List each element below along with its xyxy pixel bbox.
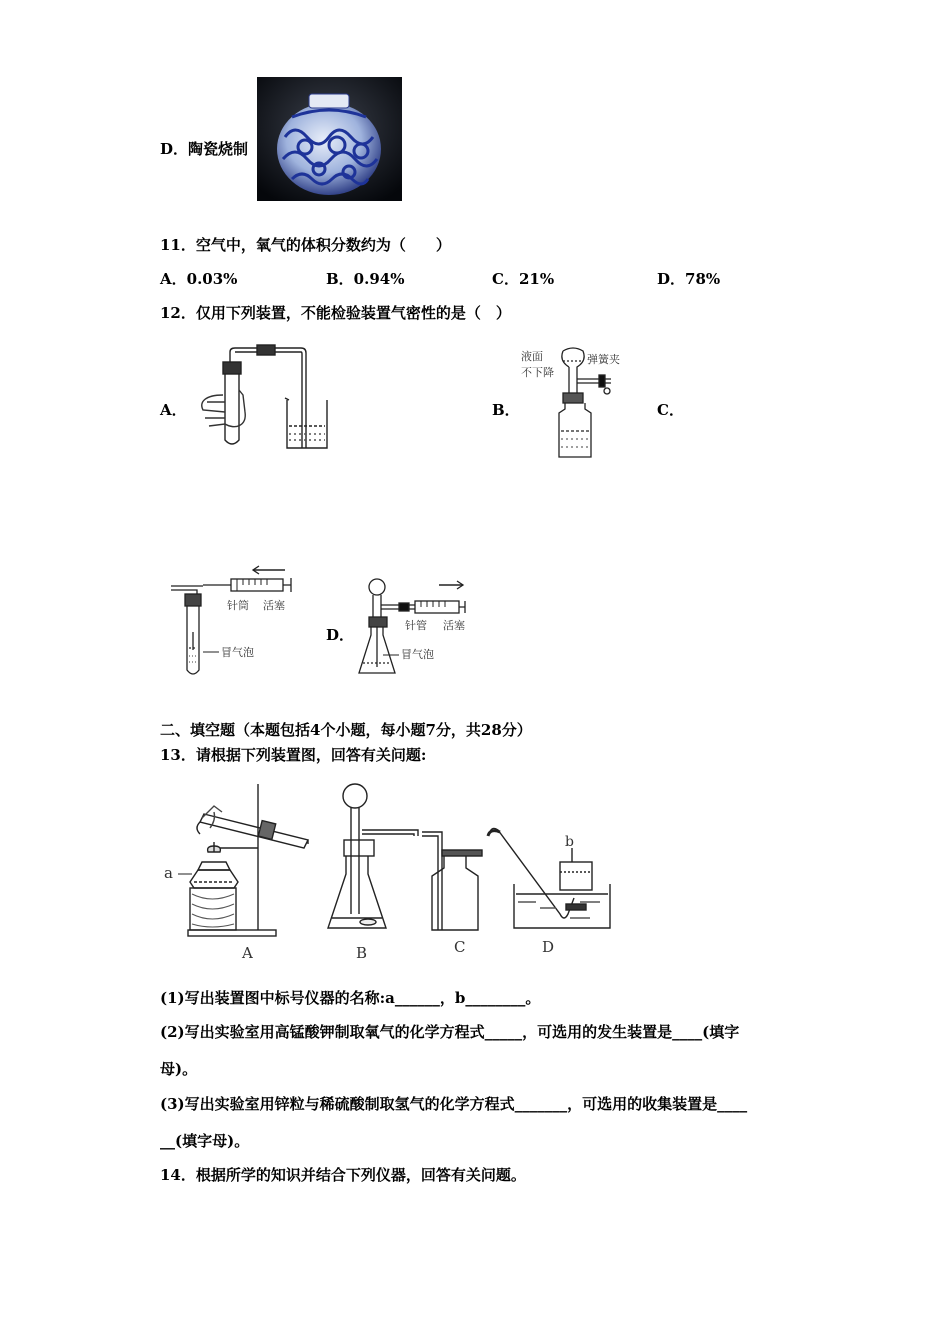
q13-sub3-line1: (3)写出实验室用锌粒与稀硫酸制取氢气的化学方程式_______，可选用的收集装置是____ bbox=[160, 1095, 748, 1113]
q12-c-piston-label: 活塞 bbox=[263, 599, 285, 612]
q12-option-b-label[interactable]: B． bbox=[492, 401, 520, 419]
q13-apparatus-figure bbox=[160, 778, 620, 962]
q12-d-piston-label: 活塞 bbox=[443, 619, 465, 632]
q12-b-level-line1: 液面 bbox=[521, 350, 543, 363]
q13-sub3-line2: __(填字母)。 bbox=[160, 1132, 250, 1150]
q12-d-syringe-label: 针管 bbox=[405, 619, 427, 632]
q12-stem: 12．仅用下列装置，不能检验装置气密性的是（ ） bbox=[160, 304, 511, 322]
q11-stem: 11．空气中，氧气的体积分数约为（ ） bbox=[160, 236, 451, 254]
section2-title: 二、填空题（本题包括4个小题，每小题7分，共28分） bbox=[160, 721, 532, 739]
q12-apparatus-b bbox=[515, 343, 635, 461]
q12-apparatus-c bbox=[165, 562, 300, 684]
q13-label-b: b bbox=[565, 834, 574, 850]
q12-c-bubble-label: 冒气泡 bbox=[221, 646, 254, 659]
q12-option-d-label[interactable]: D． bbox=[326, 626, 355, 644]
q13-sub1: (1)写出装置图中标号仪器的名称:a______，b________。 bbox=[160, 989, 541, 1007]
q11-option-c[interactable]: C．21% bbox=[492, 270, 555, 288]
q13-label-A: A bbox=[242, 944, 253, 962]
q12-d-bubble-label: 冒气泡 bbox=[401, 648, 434, 661]
q13-sub2-line2: 母)。 bbox=[160, 1060, 198, 1078]
q13-label-D: D bbox=[542, 938, 555, 956]
q11-option-b[interactable]: B．0.94% bbox=[326, 270, 405, 288]
q14-stem: 14．根据所学的知识并结合下列仪器，回答有关问题。 bbox=[160, 1166, 526, 1184]
q12-b-level-line2: 不下降 bbox=[521, 366, 554, 379]
q13-label-a: a bbox=[164, 864, 173, 882]
q12-option-c-label[interactable]: C． bbox=[657, 401, 684, 419]
q12-option-a-label[interactable]: A． bbox=[160, 401, 187, 419]
q11-option-d[interactable]: D．78% bbox=[657, 270, 721, 288]
q11-option-a[interactable]: A．0.03% bbox=[160, 270, 238, 288]
q13-stem: 13．请根据下列装置图，回答有关问题: bbox=[160, 746, 427, 764]
q10-option-d-label: D．陶瓷烧制 bbox=[160, 140, 249, 158]
q13-label-C: C bbox=[454, 938, 466, 956]
q12-c-syringe-label: 针筒 bbox=[227, 599, 249, 612]
porcelain-jar-image bbox=[257, 77, 402, 201]
q12-apparatus-a bbox=[195, 340, 335, 455]
q13-label-B: B bbox=[356, 944, 368, 962]
q12-apparatus-d bbox=[355, 577, 475, 682]
q12-b-clamp-label: 弹簧夹 bbox=[587, 353, 620, 366]
q13-sub2-line1: (2)写出实验室用高锰酸钾制取氧气的化学方程式_____，可选用的发生装置是____(填字 bbox=[160, 1023, 740, 1041]
